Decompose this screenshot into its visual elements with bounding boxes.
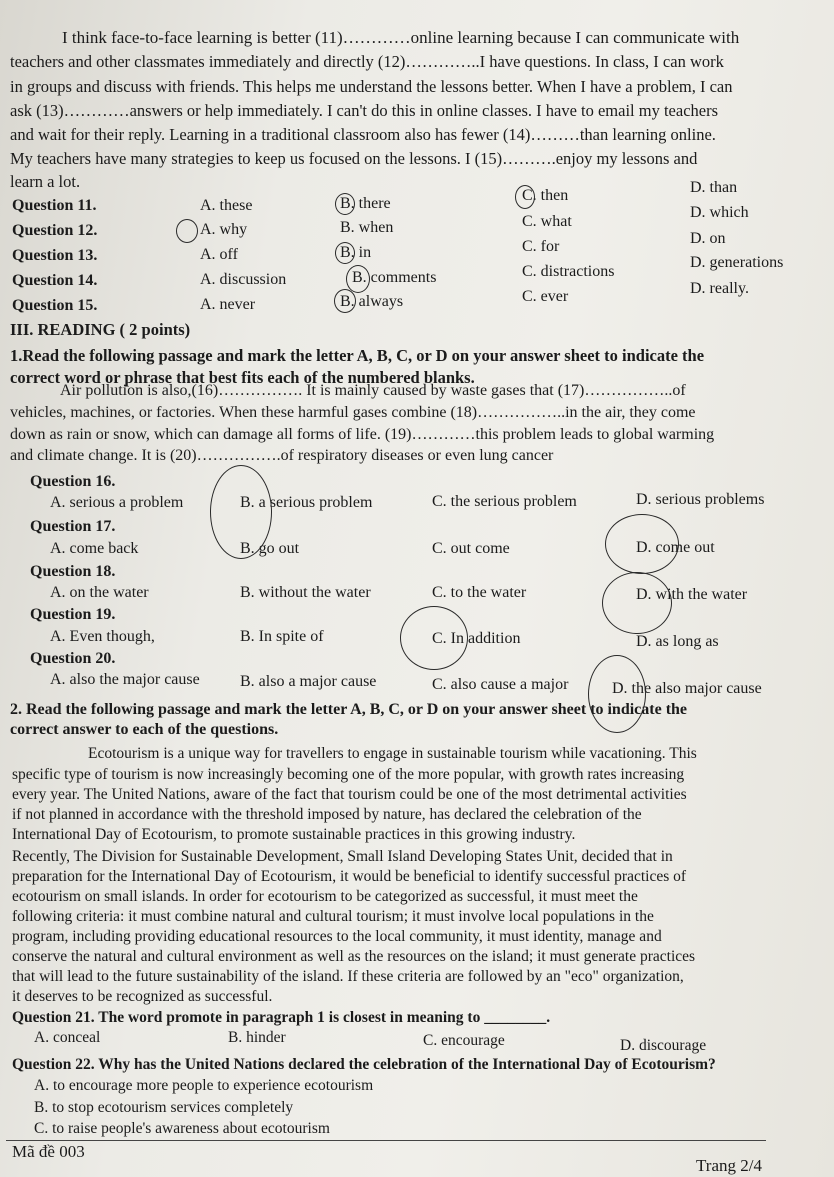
passage1-line-4: ask (13)…………answers or help immediately. I can't do this in online classes. I have to email my teachers: [10, 101, 719, 120]
q18-option-c: C. to the water: [432, 584, 527, 601]
q21-option-a: A. conceal: [34, 1029, 101, 1046]
question-14-label: Question 14.: [12, 272, 98, 289]
answer-mark-q12: [176, 219, 198, 243]
passage1-line-1: I think face-to-face learning is better (11)…………online learning because I can communicate with: [62, 28, 740, 47]
passage3-line-1: Ecotourism is a unique way for travellers to engage in sustainable tourism while vacationing. This: [88, 745, 697, 762]
q20-option-b: B. also a major cause: [240, 673, 377, 690]
question-11-label: Question 11.: [12, 197, 97, 214]
q17-option-a: A. come back: [50, 540, 139, 557]
q11-option-a: A. these: [200, 197, 253, 214]
q20-option-c: C. also cause a major: [432, 676, 569, 693]
q16-option-d: D. serious problems: [636, 491, 765, 508]
q14-option-a: A. discussion: [200, 271, 287, 288]
q16-option-a: A. serious a problem: [50, 494, 184, 511]
question-19-label: Question 19.: [30, 606, 116, 623]
passage3-line-8: ecotourism on small islands. In order for ecotourism to be categorized as successful, it must meet the: [12, 888, 638, 905]
answer-mark-q14: [346, 265, 370, 293]
q20-option-d: D. the also major cause: [612, 680, 762, 697]
passage1-line-2: teachers and other classmates immediately and directly (12)…………..I have questions. In class, I can work: [10, 52, 724, 71]
passage3-line-13: it deserves to be recognized as successful.: [12, 988, 273, 1005]
question-22-stem: Question 22. Why has the United Nations declared the celebration of the International Day of Ecotourism?: [12, 1056, 716, 1073]
q15-option-c: C. ever: [522, 288, 569, 305]
question-12-label: Question 12.: [12, 222, 98, 239]
question-17-label: Question 17.: [30, 518, 116, 535]
q19-option-a: A. Even though,: [50, 628, 155, 645]
answer-mark-q15: [334, 289, 356, 313]
question-13-label: Question 13.: [12, 247, 98, 264]
passage1-line-6: My teachers have many strategies to keep us focused on the lessons. I (15)……….enjoy my lessons and: [10, 149, 698, 168]
q11-option-c: C. then: [522, 187, 569, 204]
q22-option-b: B. to stop ecotourism services completely: [34, 1099, 294, 1116]
q18-option-a: A. on the water: [50, 584, 149, 601]
page-number: Trang 2/4: [696, 1156, 762, 1175]
passage3-line-3: every year. The United Nations, aware of the fact that tourism could be one of the most detrimental activities: [12, 786, 687, 803]
answer-mark-q11: [335, 193, 355, 215]
passage3-line-9: following criteria: it must combine natural and cultural tourism; it must involve local populations in the: [12, 908, 654, 925]
passage2-line-2: vehicles, machines, or factories. When these harmful gases combine (18)……………..in the air, they come: [10, 404, 696, 421]
q11-option-d: D. than: [690, 179, 738, 196]
instruction1-line-1: 1.Read the following passage and mark the letter A, B, C, or D on your answer sheet to indicate the: [10, 346, 705, 365]
answer-mark-q16: [210, 465, 272, 559]
question-15-label: Question 15.: [12, 297, 98, 314]
q22-option-c: C. to raise people's awareness about ecotourism: [34, 1120, 330, 1137]
instruction2-line-1: 2. Read the following passage and mark the letter A, B, C, or D on your answer sheet to indicate the: [10, 701, 688, 718]
passage3-line-7: preparation for the International Day of Ecotourism, it would be beneficial to identify successful practices of: [12, 868, 687, 885]
q21-option-b: B. hinder: [228, 1029, 286, 1046]
q21-option-d: D. discourage: [620, 1037, 707, 1054]
q19-option-d: D. as long as: [636, 633, 719, 650]
q15-option-a: A. never: [200, 296, 256, 313]
passage1-line-5: and wait for their reply. Learning in a traditional classroom also has fewer (14)………than learning online.: [10, 125, 716, 144]
q16-option-c: C. the serious problem: [432, 493, 577, 510]
footer-divider: [6, 1140, 766, 1141]
passage3-line-11: conserve the natural and cultural environment as well as the resources on the island; it must generate practices: [12, 948, 696, 965]
q16-option-b: B. a serious problem: [240, 494, 373, 511]
q18-option-b: B. without the water: [240, 584, 371, 601]
q12-option-d: D. which: [690, 204, 749, 221]
passage1-line-7: learn a lot.: [10, 172, 81, 191]
question-20-label: Question 20.: [30, 650, 116, 667]
passage1-line-3: in groups and discuss with friends. This helps me understand the lessons better. When I have a problem, I can: [10, 77, 733, 96]
q20-option-a: A. also the major cause: [50, 671, 200, 688]
q13-option-c: C. for: [522, 238, 560, 255]
q22-option-a: A. to encourage more people to experience ecotourism: [34, 1077, 374, 1094]
q12-option-a: A. why: [200, 221, 248, 238]
q17-option-b: B. go out: [240, 540, 300, 557]
q15-option-d: D. really.: [690, 280, 749, 297]
q14-option-c: C. distractions: [522, 263, 615, 280]
q17-option-d: D. come out: [636, 539, 715, 556]
passage3-line-2: specific type of tourism is now increasingly becoming one of the more popular, with growth rates increasing: [12, 766, 685, 783]
q19-option-c: C. In addition: [432, 630, 521, 647]
exam-code: Mã đề 003: [12, 1142, 85, 1161]
question-16-label: Question 16.: [30, 473, 116, 490]
passage3-line-5: International Day of Ecotourism, to promote sustainable practices in this growing industry.: [12, 826, 576, 843]
q14-option-b: B. comments: [352, 269, 437, 286]
q13-option-a: A. off: [200, 246, 238, 263]
passage2-line-1: Air pollution is also,(16)……………. It is mainly caused by waste gases that (17)……………..of: [60, 382, 686, 399]
q13-option-d: D. on: [690, 230, 726, 247]
question-18-label: Question 18.: [30, 563, 116, 580]
passage3-line-12: that will lead to the future sustainability of the island. If these criteria are followed by an "eco" organization,: [12, 968, 684, 985]
question-21-stem: Question 21. The word promote in paragraph 1 is closest in meaning to ________.: [12, 1009, 551, 1026]
q14-option-d: D. generations: [690, 254, 784, 271]
q21-option-c: C. encourage: [423, 1032, 505, 1049]
answer-mark-q13: [335, 242, 355, 264]
reading-heading: III. READING ( 2 points): [10, 320, 191, 339]
passage3-line-4: if not planned in accordance with the threshold imposed by nature, has declared the celebration of the: [12, 806, 642, 823]
q12-option-b: B. when: [340, 219, 394, 236]
answer-mark-q11-c: [515, 185, 535, 209]
q19-option-b: B. In spite of: [240, 628, 324, 645]
q17-option-c: C. out come: [432, 540, 510, 557]
q11-option-b: B. there: [340, 195, 391, 212]
answer-mark-q17: [605, 514, 679, 574]
passage3-line-10: program, including providing educational resources to the local community, it must identity, manage and: [12, 928, 662, 945]
answer-mark-q18: [602, 572, 672, 634]
q13-option-b: B. in: [340, 244, 372, 261]
answer-mark-q19: [400, 606, 468, 670]
passage3-line-6: Recently, The Division for Sustainable Development, Small Island Developing States Unit, decided that in: [12, 848, 673, 865]
q18-option-d: D. with the water: [636, 586, 748, 603]
passage2-line-3: down as rain or snow, which can damage all forms of life. (19)…………this problem leads to global warming: [10, 426, 715, 443]
instruction1-line-2: correct word or phrase that best fits each of the numbered blanks.: [10, 368, 475, 387]
passage2-line-4: and climate change. It is (20)…………….of respiratory diseases or even lung cancer: [10, 447, 554, 464]
instruction2-line-2: correct answer to each of the questions.: [10, 721, 279, 738]
q15-option-b: B. always: [340, 293, 404, 310]
answer-mark-q20: [588, 655, 646, 733]
q12-option-c: C. what: [522, 213, 572, 230]
